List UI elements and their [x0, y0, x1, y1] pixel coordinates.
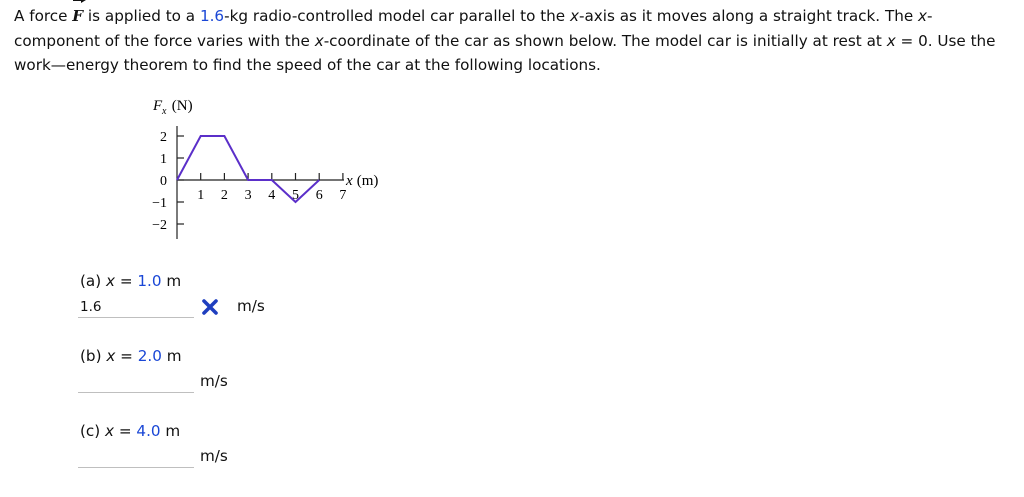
equals: = [115, 347, 138, 365]
x-variable: x [106, 272, 115, 290]
x-tick-label: 6 [315, 188, 323, 203]
x-tick-label: 4 [268, 188, 276, 203]
part-a-unit: m/s [237, 297, 265, 315]
part-a-answer-input[interactable] [78, 296, 194, 318]
part-prefix: (c) [80, 422, 106, 440]
y-tick-label: 1 [160, 152, 167, 167]
problem-text: A force [14, 7, 73, 25]
mass-value: 1.6 [199, 7, 225, 25]
x-variable: x [886, 31, 896, 50]
incorrect-icon [201, 298, 219, 316]
y-tick-label: 2 [160, 130, 167, 145]
position-unit: m [161, 272, 182, 290]
problem-text: -component of the force varies with the [14, 7, 933, 50]
position-value: 4.0 [136, 422, 161, 440]
part-prefix: (a) [80, 272, 106, 290]
part-b-answer-input[interactable] [78, 371, 194, 393]
x-variable: x [314, 31, 324, 50]
y-tick-label: −1 [152, 196, 167, 211]
part-prefix: (b) [80, 347, 107, 365]
x-variable: x [569, 7, 579, 25]
x-tick-label: 2 [220, 188, 228, 203]
position-unit: m [160, 422, 181, 440]
problem-text: -kg radio-controlled model car parallel to the [224, 7, 570, 25]
x-variable: x [106, 347, 116, 365]
y-tick-label: −2 [152, 218, 167, 233]
part-b-unit: m/s [200, 372, 228, 390]
part-c-answer-input[interactable] [78, 446, 194, 468]
x-tick-label: 3 [244, 188, 252, 203]
y-axis-label: F [153, 98, 163, 114]
part-c-unit: m/s [200, 447, 228, 465]
y-axis-subscript: x [162, 106, 167, 117]
x-variable: x [105, 422, 115, 440]
part-c-label [80, 422, 180, 440]
problem-text: is applied to a [83, 7, 200, 25]
x-tick-label: 5 [292, 188, 299, 203]
equals: = [114, 422, 137, 440]
position-value: 2.0 [137, 347, 162, 365]
part-b-label [80, 347, 182, 365]
problem-text: -axis as it moves along a straight track. The [578, 7, 919, 25]
force-graph [130, 92, 420, 252]
problem-statement [14, 4, 1014, 78]
y-axis-unit: (N) [168, 98, 193, 114]
position-unit: m [161, 347, 182, 365]
x-tick-label: 7 [339, 188, 347, 203]
x-variable: x [918, 7, 928, 25]
force-vector-symbol: F [72, 4, 83, 29]
part-a-label [80, 272, 181, 290]
x-tick-label: 1 [197, 188, 205, 203]
problem-text: -coordinate of the car as shown below. The model car is initially at rest at [323, 31, 887, 50]
x-axis-label: x [346, 173, 353, 189]
position-value: 1.0 [137, 272, 162, 290]
problem-text: = 0. Use the work—energy theorem to find the speed of the car at the following locations. [14, 31, 996, 74]
x-axis-unit: (m) [353, 173, 379, 189]
equals: = [115, 272, 138, 290]
y-tick-label: 0 [160, 174, 167, 189]
